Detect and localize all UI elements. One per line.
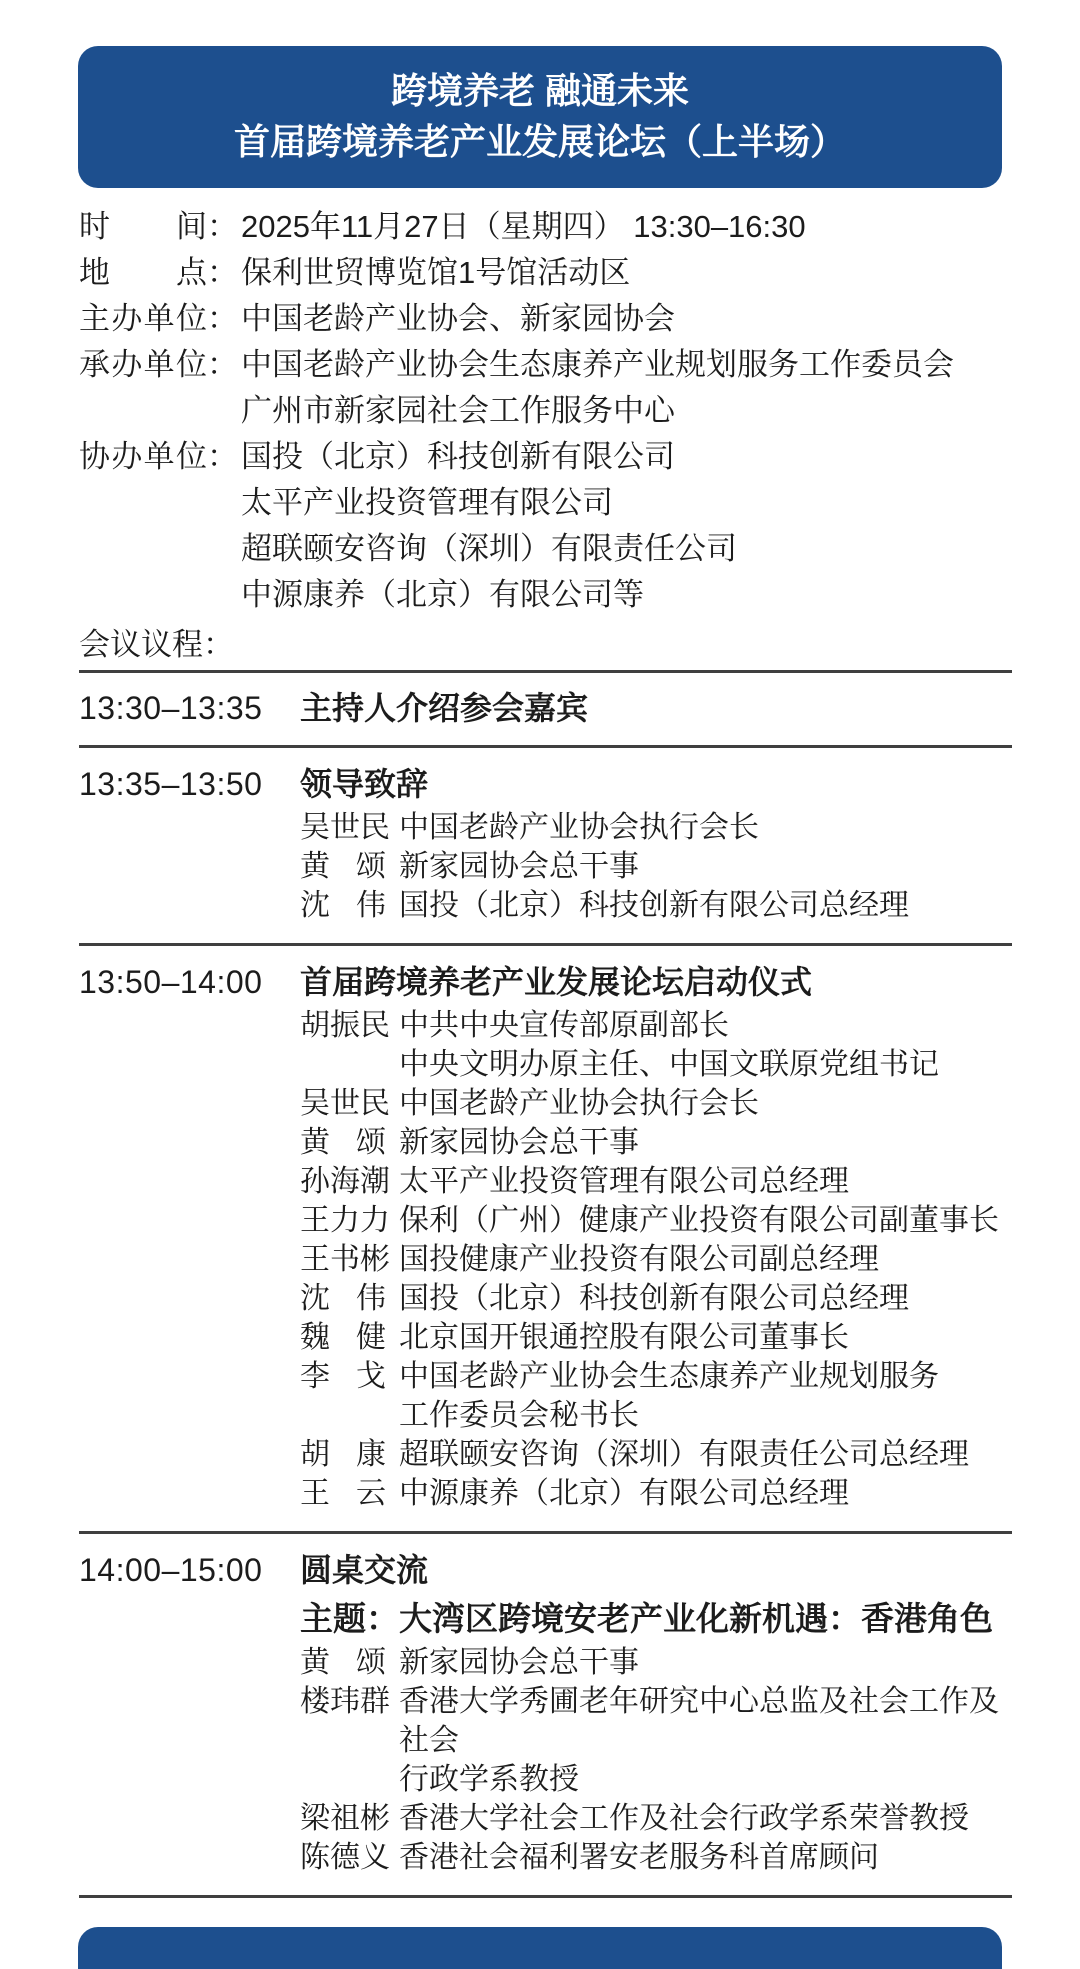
speaker-role: 中国老龄产业协会执行会长 [399,811,759,844]
speaker-role: 保利（广州）健康产业投资有限公司副董事长 [399,1204,999,1237]
speaker-row [300,1435,1012,1474]
speaker-row [300,1240,1012,1279]
event-info-block [79,204,1012,668]
speaker-row [300,847,1012,886]
speaker-row [300,1799,1012,1838]
organizer-line: 广州市新家园社会工作服务中心 [241,393,675,428]
session-row-2 [79,745,1012,943]
speaker-name: 魏健 [300,1321,386,1354]
info-label-time: 时间 [79,209,207,244]
agenda-table [79,670,1012,1898]
speaker-row [300,1006,1012,1045]
event-host-value: 中国老龄产业协会、新家园协会 [241,301,675,336]
session-time: 14:00–15:00 [79,1552,263,1588]
organizer-line: 中国老龄产业协会生态康养产业规划服务工作委员会 [241,347,954,382]
coorganizer-line: 太平产业投资管理有限公司 [241,485,613,520]
info-label-venue: 地点 [79,255,207,290]
session-row-4 [79,1531,1012,1898]
info-row-organizer [79,342,1012,434]
speaker-name: 梁祖彬 [300,1802,390,1835]
speaker-name: 陈德义 [300,1841,390,1874]
speaker-name: 楼玮群 [300,1685,390,1718]
speaker-role: 中共中央宣传部原副部长 [399,1009,729,1042]
session-time: 13:35–13:50 [79,766,263,802]
speaker-name: 沈伟 [300,889,386,922]
speaker-role: 太平产业投资管理有限公司总经理 [399,1165,849,1198]
speaker-role: 中国老龄产业协会生态康养产业规划服务 [399,1360,939,1393]
speaker-row [300,1201,1012,1240]
coorganizer-line: 中源康养（北京）有限公司等 [241,577,644,612]
speaker-row [300,1474,1012,1513]
info-label-organizer: 承办单位 [79,347,207,382]
session-title: 主持人介绍参会嘉宾 [300,690,589,726]
speaker-row [300,1682,1012,1760]
info-label-coorganizer: 协办单位 [79,439,207,474]
speaker-name: 黄颂 [300,1646,386,1679]
speaker-name: 胡振民 [300,1009,390,1042]
speaker-role-continuation: 行政学系教授 [399,1763,579,1796]
speaker-role: 新家园协会总干事 [399,1126,639,1159]
speaker-row [300,1084,1012,1123]
speaker-row [300,886,1012,925]
speaker-role: 中国老龄产业协会执行会长 [399,1087,759,1120]
speaker-row [300,1838,1012,1877]
speaker-role: 香港社会福利署安老服务科首席顾问 [399,1841,879,1874]
speaker-name: 吴世民 [300,1087,390,1120]
event-time-value: 2025年11月27日（星期四） 13:30–16:30 [241,209,806,244]
speaker-role: 国投（北京）科技创新有限公司总经理 [399,1282,909,1315]
info-colon: ： [207,347,238,382]
coorganizer-line: 超联颐安咨询（深圳）有限责任公司 [241,531,737,566]
session-row-1 [79,670,1012,745]
info-row-coorganizer [79,434,1012,618]
speaker-role-continuation: 工作委员会秘书长 [399,1399,639,1432]
info-row-host [79,296,1012,342]
speaker-name: 胡康 [300,1438,386,1471]
speaker-row [300,808,1012,847]
session-time: 13:50–14:00 [79,964,263,1000]
speaker-role: 超联颐安咨询（深圳）有限责任公司总经理 [399,1438,969,1471]
info-row-time [79,204,1012,250]
speaker-name: 沈伟 [300,1282,386,1315]
speaker-role-continuation: 中央文明办原主任、中国文联原党组书记 [399,1048,939,1081]
speaker-role: 新家园协会总干事 [399,850,639,883]
speaker-role: 北京国开银通控股有限公司董事长 [399,1321,849,1354]
info-label-host: 主办单位 [79,301,207,336]
speaker-name: 王书彬 [300,1243,390,1276]
speaker-row [300,1123,1012,1162]
speaker-role: 中源康养（北京）有限公司总经理 [399,1477,849,1510]
info-colon: ： [207,439,238,474]
banner-title-line2: 首届跨境养老产业发展论坛（上半场） [233,121,846,162]
session-title: 领导致辞 [300,766,429,802]
session-title: 首届跨境养老产业发展论坛启动仪式 [300,964,813,1000]
info-row-venue [79,250,1012,296]
speaker-row [300,1318,1012,1357]
banner-title-line1: 跨境养老 融通未来 [390,70,689,111]
speaker-name: 黄颂 [300,850,386,883]
speaker-name: 李戈 [300,1360,386,1393]
speaker-role: 国投健康产业投资有限公司副总经理 [399,1243,879,1276]
session-time: 13:30–13:35 [79,690,263,726]
bottom-banner-partial [78,1927,1002,1969]
speaker-name: 黄颂 [300,1126,386,1159]
speaker-name: 王云 [300,1477,386,1510]
session-row-3 [79,943,1012,1531]
speaker-row [300,1357,1012,1396]
speaker-name: 吴世民 [300,811,390,844]
event-venue-value: 保利世贸博览馆1号馆活动区 [241,255,631,290]
speaker-row [300,1279,1012,1318]
agenda-heading: 会议议程： [79,627,234,662]
speaker-role: 香港大学秀圃老年研究中心总监及社会工作及社会 [399,1685,999,1757]
speaker-name: 王力力 [300,1204,390,1237]
speaker-name: 孙海潮 [300,1165,390,1198]
info-colon: ： [207,209,238,244]
speaker-row [300,1643,1012,1682]
speaker-role: 新家园协会总干事 [399,1646,639,1679]
coorganizer-line: 国投（北京）科技创新有限公司 [241,439,675,474]
speaker-role: 国投（北京）科技创新有限公司总经理 [399,889,909,922]
session-title: 圆桌交流 [300,1552,429,1588]
speaker-role: 香港大学社会工作及社会行政学系荣誉教授 [399,1802,969,1835]
info-colon: ： [207,301,238,336]
roundtable-topic: 主题：大湾区跨境安老产业化新机遇：香港角色 [300,1600,993,1637]
info-colon: ： [207,255,238,290]
speaker-row [300,1162,1012,1201]
header-banner [78,46,1002,188]
